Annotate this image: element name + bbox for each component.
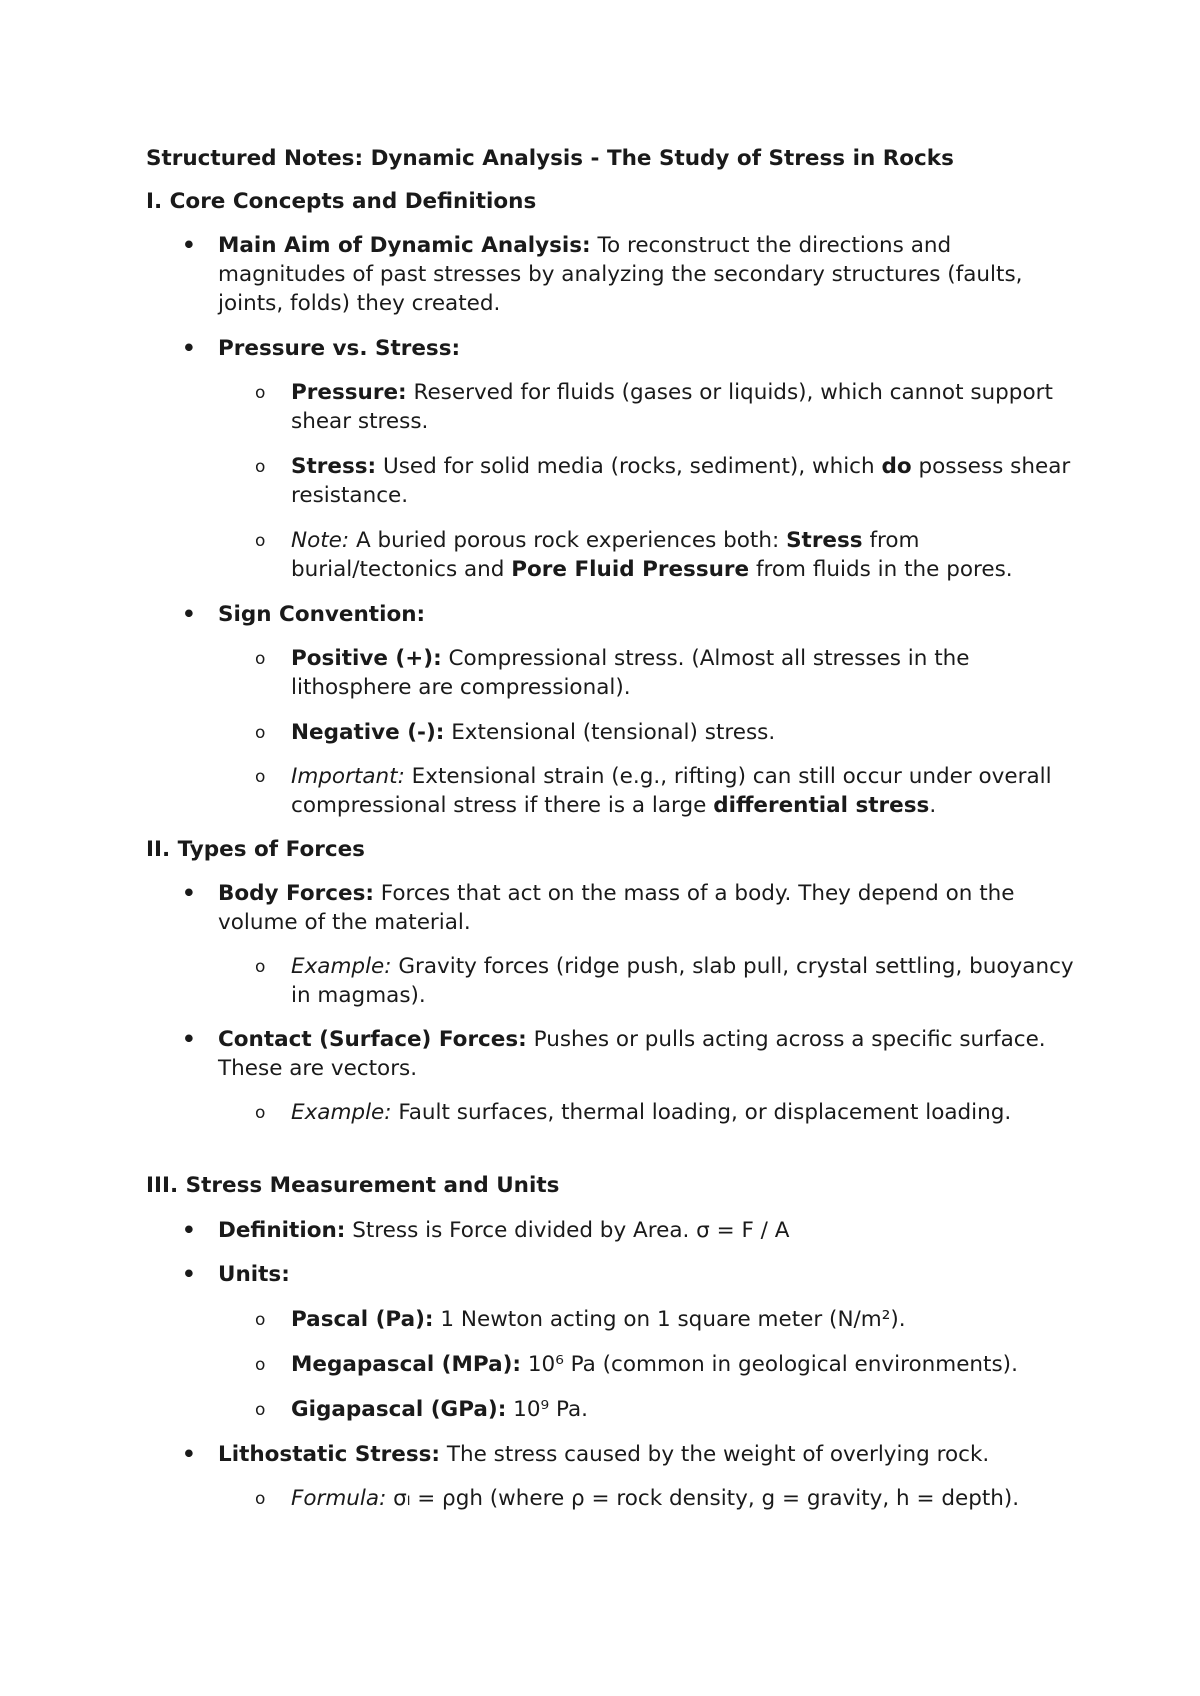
sub-bullet-icon: o	[255, 1400, 266, 1420]
item-emphasis: Pore Fluid Pressure	[511, 557, 750, 582]
item-label: Sign Convention:	[218, 602, 426, 627]
list-item-lithostatic-stress	[182, 1440, 1078, 1469]
sub-bullet-icon: o	[255, 383, 266, 403]
section-heading-core-concepts: I. Core Concepts and Definitions	[146, 189, 537, 214]
item-text: Compressional stress. (Almost all stresses in the lithosphere are compressional).	[291, 646, 970, 700]
sub-bullet-icon: o	[255, 457, 266, 477]
list-item-main-aim	[182, 231, 1078, 318]
bullet-icon: •	[182, 1218, 196, 1243]
sub-item-pressure	[255, 378, 1081, 436]
item-label: Units:	[218, 1262, 290, 1287]
item-label: Stress:	[291, 454, 377, 479]
sub-bullet-icon: o	[255, 649, 266, 669]
list-item-contact-forces	[182, 1025, 1078, 1083]
bullet-icon: •	[182, 881, 196, 906]
item-text: 10⁶ Pa (common in geological environments).	[521, 1352, 1018, 1377]
sub-item-megapascal	[255, 1350, 1081, 1379]
item-label: Formula:	[291, 1486, 387, 1511]
item-emphasis: Stress	[786, 528, 863, 553]
item-label: Note:	[291, 528, 350, 553]
sub-bullet-icon: o	[255, 1103, 266, 1123]
sub-item-body-example	[255, 952, 1081, 1010]
sub-bullet-icon: o	[255, 531, 266, 551]
item-label: Positive (+):	[291, 646, 442, 671]
list-item-definition	[182, 1216, 1078, 1245]
item-label: Pressure vs. Stress:	[218, 336, 461, 361]
item-text: from burial/tectonics and	[291, 528, 920, 582]
sub-item-pascal	[255, 1305, 1081, 1334]
sub-item-negative	[255, 718, 1081, 747]
item-text: σₗ = ρgh (where ρ = rock density, g = gravity, h = depth).	[386, 1486, 1020, 1511]
item-label: Definition:	[218, 1218, 346, 1243]
item-label: Contact (Surface) Forces:	[218, 1027, 527, 1052]
item-emphasis: do	[881, 454, 912, 479]
item-label: Negative (-):	[291, 720, 445, 745]
item-label: Main Aim of Dynamic Analysis:	[218, 233, 591, 258]
item-text: A buried porous rock experiences both:	[349, 528, 787, 553]
item-label: Body Forces:	[218, 881, 374, 906]
sub-bullet-icon: o	[255, 1310, 266, 1330]
item-text: Reserved for fluids (gases or liquids), which cannot support shear stress.	[291, 380, 1053, 434]
sub-bullet-icon: o	[255, 767, 266, 787]
item-label: Pascal (Pa):	[291, 1307, 434, 1332]
sub-item-important	[255, 762, 1081, 820]
item-label: Pressure:	[291, 380, 407, 405]
sub-item-contact-example	[255, 1098, 1081, 1127]
bullet-icon: •	[182, 233, 196, 258]
bullet-icon: •	[182, 336, 196, 361]
item-text: Stress is Force divided by Area. σ = F / A	[345, 1218, 790, 1243]
sub-bullet-icon: o	[255, 723, 266, 743]
sub-bullet-icon: o	[255, 957, 266, 977]
list-item-sign-convention	[182, 600, 1078, 629]
item-text: 10⁹ Pa.	[506, 1397, 588, 1422]
sub-item-positive	[255, 644, 1081, 702]
item-text: Extensional (tensional) stress.	[444, 720, 776, 745]
bullet-icon: •	[182, 1262, 196, 1287]
sub-item-stress	[255, 452, 1081, 510]
item-text: .	[929, 793, 937, 818]
section-heading-types-of-forces: II. Types of Forces	[146, 837, 365, 862]
list-item-units	[182, 1260, 1078, 1289]
item-label: Megapascal (MPa):	[291, 1352, 522, 1377]
list-item-body-forces	[182, 879, 1078, 937]
item-text: Forces that act on the mass of a body. They depend on the volume of the material.	[218, 881, 1015, 935]
item-text: Extensional strain (e.g., rifting) can still occur under overall compressional stress if there is a large	[291, 764, 1052, 818]
sub-item-note	[255, 526, 1081, 584]
sub-bullet-icon: o	[255, 1489, 266, 1509]
item-label: Gigapascal (GPa):	[291, 1397, 507, 1422]
item-text: from fluids in the pores.	[749, 557, 1013, 582]
sub-item-gigapascal	[255, 1395, 1081, 1424]
item-text: possess shear resistance.	[291, 454, 1071, 508]
item-text: Pushes or pulls acting across a specific surface. These are vectors.	[218, 1027, 1046, 1081]
item-emphasis: differential stress	[713, 793, 930, 818]
bullet-icon: •	[182, 602, 196, 627]
document-title: Structured Notes: Dynamic Analysis - The Study of Stress in Rocks	[146, 146, 954, 171]
section-heading-stress-measurement: III. Stress Measurement and Units	[146, 1173, 560, 1198]
bullet-icon: •	[182, 1027, 196, 1052]
item-text: To reconstruct the directions and magnitudes of past stresses by analyzing the secondary structures (faults, joints, folds) they created.	[218, 233, 1023, 316]
item-label: Important:	[291, 764, 405, 789]
sub-bullet-icon: o	[255, 1355, 266, 1375]
item-text: Gravity forces (ridge push, slab pull, crystal settling, buoyancy in magmas).	[291, 954, 1074, 1008]
item-text: Used for solid media (rocks, sediment), which	[376, 454, 882, 479]
item-label: Example:	[291, 954, 392, 979]
sub-item-formula	[255, 1484, 1081, 1513]
list-item-pressure-vs-stress	[182, 334, 1078, 363]
item-text: 1 Newton acting on 1 square meter (N/m²).	[433, 1307, 906, 1332]
item-text: The stress caused by the weight of overlying rock.	[440, 1442, 990, 1467]
item-label: Example:	[291, 1100, 392, 1125]
item-label: Lithostatic Stress:	[218, 1442, 441, 1467]
item-text: Fault surfaces, thermal loading, or displacement loading.	[391, 1100, 1012, 1125]
bullet-icon: •	[182, 1442, 196, 1467]
